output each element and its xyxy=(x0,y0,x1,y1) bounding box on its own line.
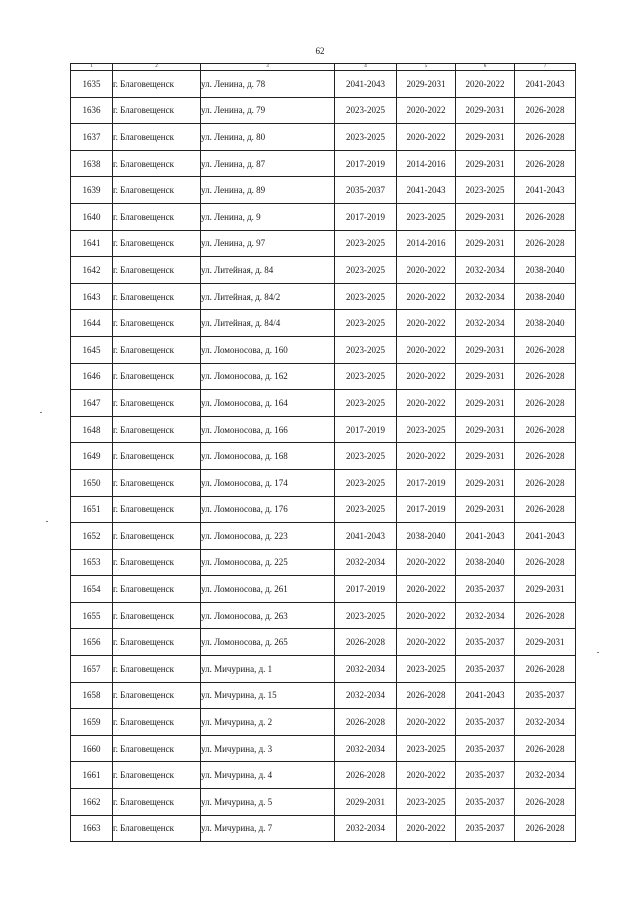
period-cell: 2029-2031 xyxy=(456,496,515,523)
address-cell: ул. Ломоносова, д. 174 xyxy=(201,469,335,496)
period-cell: 2023-2025 xyxy=(397,735,456,762)
city-cell: г. Благовещенск xyxy=(113,363,201,390)
row-number: 1641 xyxy=(71,230,113,257)
address-cell: ул. Мичурина, д. 2 xyxy=(201,709,335,736)
row-number: 1656 xyxy=(71,629,113,656)
period-cell: 2020-2022 xyxy=(397,762,456,789)
table-row xyxy=(71,629,576,656)
city-cell: г. Благовещенск xyxy=(113,709,201,736)
period-cell: 2029-2031 xyxy=(515,629,576,656)
period-cell: 2038-2040 xyxy=(515,283,576,310)
period-cell: 2023-2025 xyxy=(335,230,397,257)
period-cell: 2026-2028 xyxy=(515,363,576,390)
row-number: 1644 xyxy=(71,310,113,337)
period-cell: 2017-2019 xyxy=(397,496,456,523)
city-cell: г. Благовещенск xyxy=(113,549,201,576)
city-cell: г. Благовещенск xyxy=(113,443,201,470)
city-cell: г. Благовещенск xyxy=(113,97,201,124)
row-number: 1648 xyxy=(71,416,113,443)
period-cell: 2038-2040 xyxy=(515,257,576,284)
column-header: 1 xyxy=(71,64,113,71)
period-cell: 2026-2028 xyxy=(515,97,576,124)
table-row xyxy=(71,230,576,257)
period-cell: 2029-2031 xyxy=(456,390,515,417)
period-cell: 2023-2025 xyxy=(397,789,456,816)
period-cell: 2020-2022 xyxy=(397,549,456,576)
address-cell: ул. Ломоносова, д. 223 xyxy=(201,523,335,550)
period-cell: 2041-2043 xyxy=(515,177,576,204)
period-cell: 2023-2025 xyxy=(335,602,397,629)
address-cell: ул. Мичурина, д. 4 xyxy=(201,762,335,789)
period-cell: 2017-2019 xyxy=(335,576,397,603)
period-cell: 2023-2025 xyxy=(335,336,397,363)
address-cell: ул. Мичурина, д. 1 xyxy=(201,656,335,683)
period-cell: 2041-2043 xyxy=(515,71,576,98)
period-cell: 2041-2043 xyxy=(456,523,515,550)
address-cell: ул. Ломоносова, д. 176 xyxy=(201,496,335,523)
period-cell: 2026-2028 xyxy=(515,496,576,523)
table-row xyxy=(71,656,576,683)
row-number: 1651 xyxy=(71,496,113,523)
address-cell: ул. Мичурина, д. 3 xyxy=(201,735,335,762)
table-row xyxy=(71,97,576,124)
column-header: 4 xyxy=(335,64,397,71)
period-cell: 2020-2022 xyxy=(397,124,456,151)
row-number: 1658 xyxy=(71,682,113,709)
address-cell: ул. Ломоносова, д. 162 xyxy=(201,363,335,390)
table-row xyxy=(71,363,576,390)
period-cell: 2026-2028 xyxy=(515,230,576,257)
period-cell: 2026-2028 xyxy=(515,416,576,443)
city-cell: г. Благовещенск xyxy=(113,203,201,230)
period-cell: 2035-2037 xyxy=(456,656,515,683)
column-header: 2 xyxy=(113,64,201,71)
row-number: 1652 xyxy=(71,523,113,550)
column-header: 7 xyxy=(515,64,576,71)
row-number: 1649 xyxy=(71,443,113,470)
table-row xyxy=(71,496,576,523)
table-row xyxy=(71,549,576,576)
period-cell: 2017-2019 xyxy=(335,203,397,230)
period-cell: 2020-2022 xyxy=(397,97,456,124)
period-cell: 2032-2034 xyxy=(456,602,515,629)
period-cell: 2026-2028 xyxy=(515,815,576,842)
table-row xyxy=(71,789,576,816)
city-cell: г. Благовещенск xyxy=(113,602,201,629)
address-cell: ул. Ломоносова, д. 225 xyxy=(201,549,335,576)
address-cell: ул. Ленина, д. 78 xyxy=(201,71,335,98)
address-cell: ул. Литейная, д. 84/2 xyxy=(201,283,335,310)
period-cell: 2020-2022 xyxy=(397,390,456,417)
period-cell: 2026-2028 xyxy=(335,762,397,789)
row-number: 1663 xyxy=(71,815,113,842)
table-row xyxy=(71,124,576,151)
period-cell: 2035-2037 xyxy=(456,789,515,816)
period-cell: 2020-2022 xyxy=(397,576,456,603)
period-cell: 2023-2025 xyxy=(335,257,397,284)
period-cell: 2026-2028 xyxy=(515,150,576,177)
city-cell: г. Благовещенск xyxy=(113,283,201,310)
period-cell: 2032-2034 xyxy=(335,682,397,709)
table-row xyxy=(71,336,576,363)
city-cell: г. Благовещенск xyxy=(113,815,201,842)
period-cell: 2023-2025 xyxy=(397,416,456,443)
table-row xyxy=(71,469,576,496)
page-number: 62 xyxy=(315,46,325,56)
row-number: 1646 xyxy=(71,363,113,390)
city-cell: г. Благовещенск xyxy=(113,656,201,683)
period-cell: 2023-2025 xyxy=(335,310,397,337)
city-cell: г. Благовещенск xyxy=(113,682,201,709)
row-number: 1636 xyxy=(71,97,113,124)
period-cell: 2032-2034 xyxy=(515,709,576,736)
housing-repair-table xyxy=(70,63,576,842)
address-cell: ул. Ленина, д. 97 xyxy=(201,230,335,257)
table-body xyxy=(71,71,576,842)
city-cell: г. Благовещенск xyxy=(113,735,201,762)
table-row xyxy=(71,602,576,629)
period-cell: 2017-2019 xyxy=(397,469,456,496)
table-row xyxy=(71,203,576,230)
column-number-row xyxy=(71,64,576,71)
period-cell: 2032-2034 xyxy=(335,656,397,683)
period-cell: 2035-2037 xyxy=(515,682,576,709)
table-row xyxy=(71,523,576,550)
row-number: 1640 xyxy=(71,203,113,230)
period-cell: 2032-2034 xyxy=(335,735,397,762)
period-cell: 2041-2043 xyxy=(335,71,397,98)
city-cell: г. Благовещенск xyxy=(113,629,201,656)
period-cell: 2026-2028 xyxy=(515,789,576,816)
city-cell: г. Благовещенск xyxy=(113,71,201,98)
period-cell: 2035-2037 xyxy=(456,762,515,789)
period-cell: 2041-2043 xyxy=(515,523,576,550)
period-cell: 2026-2028 xyxy=(515,390,576,417)
period-cell: 2032-2034 xyxy=(335,549,397,576)
city-cell: г. Благовещенск xyxy=(113,496,201,523)
row-number: 1639 xyxy=(71,177,113,204)
period-cell: 2029-2031 xyxy=(456,443,515,470)
scan-speck xyxy=(46,521,48,522)
address-cell: ул. Ломоносова, д. 261 xyxy=(201,576,335,603)
city-cell: г. Благовещенск xyxy=(113,336,201,363)
period-cell: 2035-2037 xyxy=(456,629,515,656)
row-number: 1645 xyxy=(71,336,113,363)
table-row xyxy=(71,177,576,204)
row-number: 1657 xyxy=(71,656,113,683)
period-cell: 2029-2031 xyxy=(456,336,515,363)
period-cell: 2029-2031 xyxy=(456,203,515,230)
period-cell: 2029-2031 xyxy=(456,97,515,124)
row-number: 1659 xyxy=(71,709,113,736)
city-cell: г. Благовещенск xyxy=(113,390,201,417)
period-cell: 2038-2040 xyxy=(515,310,576,337)
period-cell: 2020-2022 xyxy=(397,363,456,390)
row-number: 1662 xyxy=(71,789,113,816)
table-row xyxy=(71,576,576,603)
period-cell: 2020-2022 xyxy=(397,336,456,363)
table-row xyxy=(71,815,576,842)
period-cell: 2029-2031 xyxy=(456,363,515,390)
period-cell: 2023-2025 xyxy=(397,656,456,683)
period-cell: 2029-2031 xyxy=(456,150,515,177)
period-cell: 2035-2037 xyxy=(456,815,515,842)
period-cell: 2026-2028 xyxy=(515,602,576,629)
period-cell: 2026-2028 xyxy=(515,336,576,363)
table-row xyxy=(71,443,576,470)
address-cell: ул. Ленина, д. 89 xyxy=(201,177,335,204)
period-cell: 2023-2025 xyxy=(335,443,397,470)
table-row xyxy=(71,709,576,736)
table-row xyxy=(71,71,576,98)
row-number: 1653 xyxy=(71,549,113,576)
address-cell: ул. Ломоносова, д. 265 xyxy=(201,629,335,656)
city-cell: г. Благовещенск xyxy=(113,523,201,550)
period-cell: 2020-2022 xyxy=(397,283,456,310)
period-cell: 2017-2019 xyxy=(335,150,397,177)
table-row xyxy=(71,390,576,417)
period-cell: 2023-2025 xyxy=(335,496,397,523)
city-cell: г. Благовещенск xyxy=(113,150,201,177)
period-cell: 2029-2031 xyxy=(456,230,515,257)
period-cell: 2026-2028 xyxy=(335,629,397,656)
column-header: 5 xyxy=(397,64,456,71)
period-cell: 2020-2022 xyxy=(397,709,456,736)
period-cell: 2023-2025 xyxy=(335,363,397,390)
row-number: 1655 xyxy=(71,602,113,629)
period-cell: 2041-2043 xyxy=(335,523,397,550)
period-cell: 2020-2022 xyxy=(397,443,456,470)
row-number: 1661 xyxy=(71,762,113,789)
city-cell: г. Благовещенск xyxy=(113,177,201,204)
address-cell: ул. Ломоносова, д. 166 xyxy=(201,416,335,443)
period-cell: 2014-2016 xyxy=(397,150,456,177)
table-row xyxy=(71,416,576,443)
row-number: 1643 xyxy=(71,283,113,310)
period-cell: 2029-2031 xyxy=(456,469,515,496)
period-cell: 2026-2028 xyxy=(515,443,576,470)
period-cell: 2023-2025 xyxy=(335,390,397,417)
period-cell: 2035-2037 xyxy=(456,735,515,762)
period-cell: 2035-2037 xyxy=(456,576,515,603)
period-cell: 2032-2034 xyxy=(456,257,515,284)
row-number: 1637 xyxy=(71,124,113,151)
period-cell: 2029-2031 xyxy=(456,124,515,151)
period-cell: 2029-2031 xyxy=(456,416,515,443)
row-number: 1650 xyxy=(71,469,113,496)
period-cell: 2026-2028 xyxy=(515,469,576,496)
address-cell: ул. Мичурина, д. 5 xyxy=(201,789,335,816)
row-number: 1642 xyxy=(71,257,113,284)
period-cell: 2029-2031 xyxy=(335,789,397,816)
period-cell: 2026-2028 xyxy=(515,124,576,151)
period-cell: 2020-2022 xyxy=(397,310,456,337)
address-cell: ул. Ломоносова, д. 164 xyxy=(201,390,335,417)
period-cell: 2041-2043 xyxy=(397,177,456,204)
period-cell: 2026-2028 xyxy=(515,549,576,576)
city-cell: г. Благовещенск xyxy=(113,416,201,443)
period-cell: 2029-2031 xyxy=(397,71,456,98)
row-number: 1647 xyxy=(71,390,113,417)
period-cell: 2035-2037 xyxy=(456,709,515,736)
period-cell: 2029-2031 xyxy=(515,576,576,603)
table-row xyxy=(71,682,576,709)
address-cell: ул. Ломоносова, д. 160 xyxy=(201,336,335,363)
table-row xyxy=(71,257,576,284)
period-cell: 2023-2025 xyxy=(456,177,515,204)
period-cell: 2020-2022 xyxy=(456,71,515,98)
address-cell: ул. Литейная, д. 84 xyxy=(201,257,335,284)
period-cell: 2032-2034 xyxy=(515,762,576,789)
period-cell: 2017-2019 xyxy=(335,416,397,443)
period-cell: 2026-2028 xyxy=(397,682,456,709)
city-cell: г. Благовещенск xyxy=(113,124,201,151)
row-number: 1638 xyxy=(71,150,113,177)
table-row xyxy=(71,735,576,762)
address-cell: ул. Ленина, д. 79 xyxy=(201,97,335,124)
city-cell: г. Благовещенск xyxy=(113,762,201,789)
column-header: 6 xyxy=(456,64,515,71)
period-cell: 2023-2025 xyxy=(335,97,397,124)
period-cell: 2014-2016 xyxy=(397,230,456,257)
table-row xyxy=(71,762,576,789)
period-cell: 2041-2043 xyxy=(456,682,515,709)
city-cell: г. Благовещенск xyxy=(113,576,201,603)
period-cell: 2032-2034 xyxy=(456,283,515,310)
address-cell: ул. Литейная, д. 84/4 xyxy=(201,310,335,337)
city-cell: г. Благовещенск xyxy=(113,230,201,257)
scan-speck xyxy=(597,652,599,653)
period-cell: 2038-2040 xyxy=(456,549,515,576)
period-cell: 2035-2037 xyxy=(335,177,397,204)
table-row xyxy=(71,310,576,337)
city-cell: г. Благовещенск xyxy=(113,257,201,284)
address-cell: ул. Мичурина, д. 7 xyxy=(201,815,335,842)
period-cell: 2023-2025 xyxy=(335,124,397,151)
address-cell: ул. Ломоносова, д. 168 xyxy=(201,443,335,470)
row-number: 1654 xyxy=(71,576,113,603)
period-cell: 2032-2034 xyxy=(335,815,397,842)
address-cell: ул. Ленина, д. 9 xyxy=(201,203,335,230)
column-header: 3 xyxy=(201,64,335,71)
period-cell: 2026-2028 xyxy=(515,735,576,762)
row-number: 1660 xyxy=(71,735,113,762)
table-row xyxy=(71,283,576,310)
period-cell: 2026-2028 xyxy=(515,656,576,683)
city-cell: г. Благовещенск xyxy=(113,789,201,816)
address-cell: ул. Ломоносова, д. 263 xyxy=(201,602,335,629)
period-cell: 2026-2028 xyxy=(335,709,397,736)
scan-speck xyxy=(40,412,42,413)
address-cell: ул. Мичурина, д. 15 xyxy=(201,682,335,709)
address-cell: ул. Ленина, д. 87 xyxy=(201,150,335,177)
city-cell: г. Благовещенск xyxy=(113,310,201,337)
period-cell: 2020-2022 xyxy=(397,629,456,656)
city-cell: г. Благовещенск xyxy=(113,469,201,496)
period-cell: 2038-2040 xyxy=(397,523,456,550)
period-cell: 2023-2025 xyxy=(397,203,456,230)
address-cell: ул. Ленина, д. 80 xyxy=(201,124,335,151)
period-cell: 2023-2025 xyxy=(335,283,397,310)
period-cell: 2026-2028 xyxy=(515,203,576,230)
row-number: 1635 xyxy=(71,71,113,98)
table-row xyxy=(71,150,576,177)
period-cell: 2020-2022 xyxy=(397,602,456,629)
period-cell: 2032-2034 xyxy=(456,310,515,337)
period-cell: 2020-2022 xyxy=(397,815,456,842)
period-cell: 2020-2022 xyxy=(397,257,456,284)
period-cell: 2023-2025 xyxy=(335,469,397,496)
